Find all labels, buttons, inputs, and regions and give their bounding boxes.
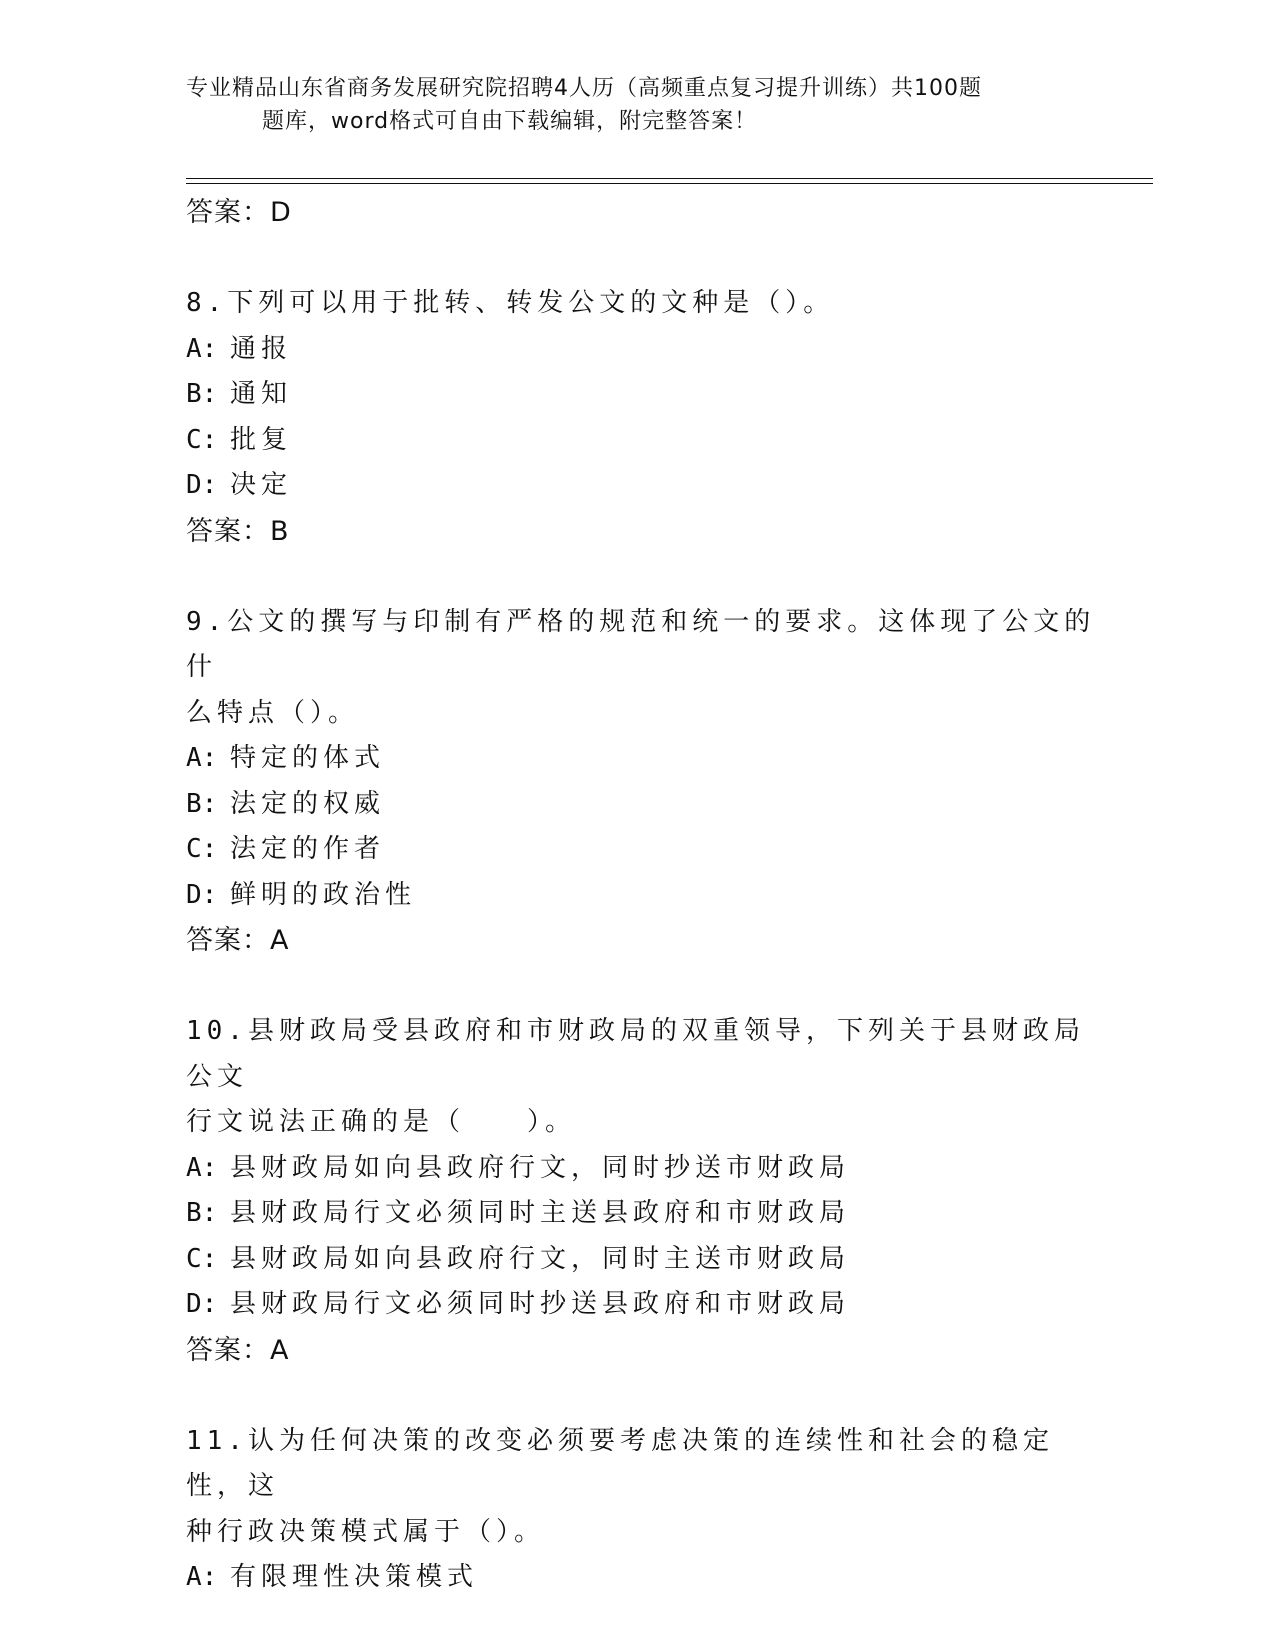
option-letter: A: [186,1562,218,1592]
document-body [186,190,1106,1601]
option-text: 县财政局如向县政府行文，同时抄送市财政局 [230,1152,851,1183]
spacer [186,236,1106,281]
question-9-line-1: 9.公文的撰写与印制有严格的规范和统一的要求。这体现了公文的什 [186,606,1096,682]
question-8-option-c [186,418,1106,464]
question-8-option-b [186,372,1106,418]
question-8-line-1: 8.下列可以用于批转、转发公文的文种是（）。 [186,288,835,318]
question-10-text [186,1009,1106,1146]
option-letter: D: [186,470,218,500]
question-9 [186,600,1106,965]
option-text: 县财政局行文必须同时主送县政府和市财政局 [230,1198,851,1228]
document-header [186,72,1066,138]
question-9-option-d [186,873,1106,919]
option-letter: D: [186,879,218,910]
question-10-option-b [186,1191,1106,1237]
option-text: 批复 [230,424,293,455]
question-8 [186,281,1106,555]
option-text: 法定的作者 [230,834,386,864]
header-rule-top [186,178,1153,179]
option-text: 县财政局如向县政府行文，同时主送市财政局 [230,1243,851,1274]
question-9-option-c [186,827,1106,873]
question-8-option-a [186,327,1106,373]
question-9-line-2: 么特点（）。 [186,697,360,728]
question-9-text [186,600,1106,737]
question-10-option-d [186,1282,1106,1328]
header-rule-bottom [186,183,1153,184]
question-10-option-a [186,1146,1106,1192]
option-text: 法定的权威 [230,788,386,819]
spacer [186,1374,1106,1419]
option-letter: B: [186,379,218,409]
option-letter: C: [186,1243,218,1274]
question-10-answer: 答案：A [186,1334,290,1366]
question-10-option-c [186,1237,1106,1283]
option-letter: A: [186,1152,218,1183]
header-line-1: 专业精品山东省商务发展研究院招聘4人历（高频重点复习提升训练）共100题 [186,76,982,101]
question-10-line-1: 10.县财政局受县政府和市财政局的双重领导，下列关于县财政局公文 [186,1016,1085,1092]
option-letter: B: [186,788,218,819]
option-letter: A: [186,743,218,773]
option-text: 鲜明的政治性 [230,879,417,910]
question-8-text [186,281,1106,327]
question-11-text [186,1419,1106,1556]
option-letter: B: [186,1198,218,1228]
question-11-line-2: 种行政决策模式属于（）。 [186,1516,546,1547]
question-11-option-a [186,1555,1106,1601]
option-text: 县财政局行文必须同时抄送县政府和市财政局 [230,1289,851,1319]
question-11 [186,1419,1106,1601]
option-letter: D: [186,1289,218,1319]
answer-previous: 答案：D [186,197,292,228]
option-text: 有限理性决策模式 [230,1562,479,1592]
option-letter: A: [186,333,218,364]
question-10-line-2: 行文说法正确的是（ ）。 [186,1107,577,1137]
option-text: 通报 [230,333,293,364]
option-letter: C: [186,424,218,455]
question-8-answer: 答案：B [186,515,290,547]
spacer [186,964,1106,1009]
option-text: 特定的体式 [230,743,386,773]
question-11-line-1: 11.认为任何决策的改变必须要考虑决策的连续性和社会的稳定性，这 [186,1425,1054,1501]
question-9-option-a [186,736,1106,782]
question-9-answer: 答案：A [186,925,290,956]
question-10 [186,1009,1106,1374]
question-9-option-b [186,782,1106,828]
option-letter: C: [186,834,218,864]
header-line-2: 题库，word格式可自由下载编辑，附完整答案！ [262,109,758,134]
option-text: 决定 [230,470,293,500]
spacer [186,555,1106,600]
question-8-option-d [186,463,1106,509]
option-text: 通知 [230,379,293,409]
